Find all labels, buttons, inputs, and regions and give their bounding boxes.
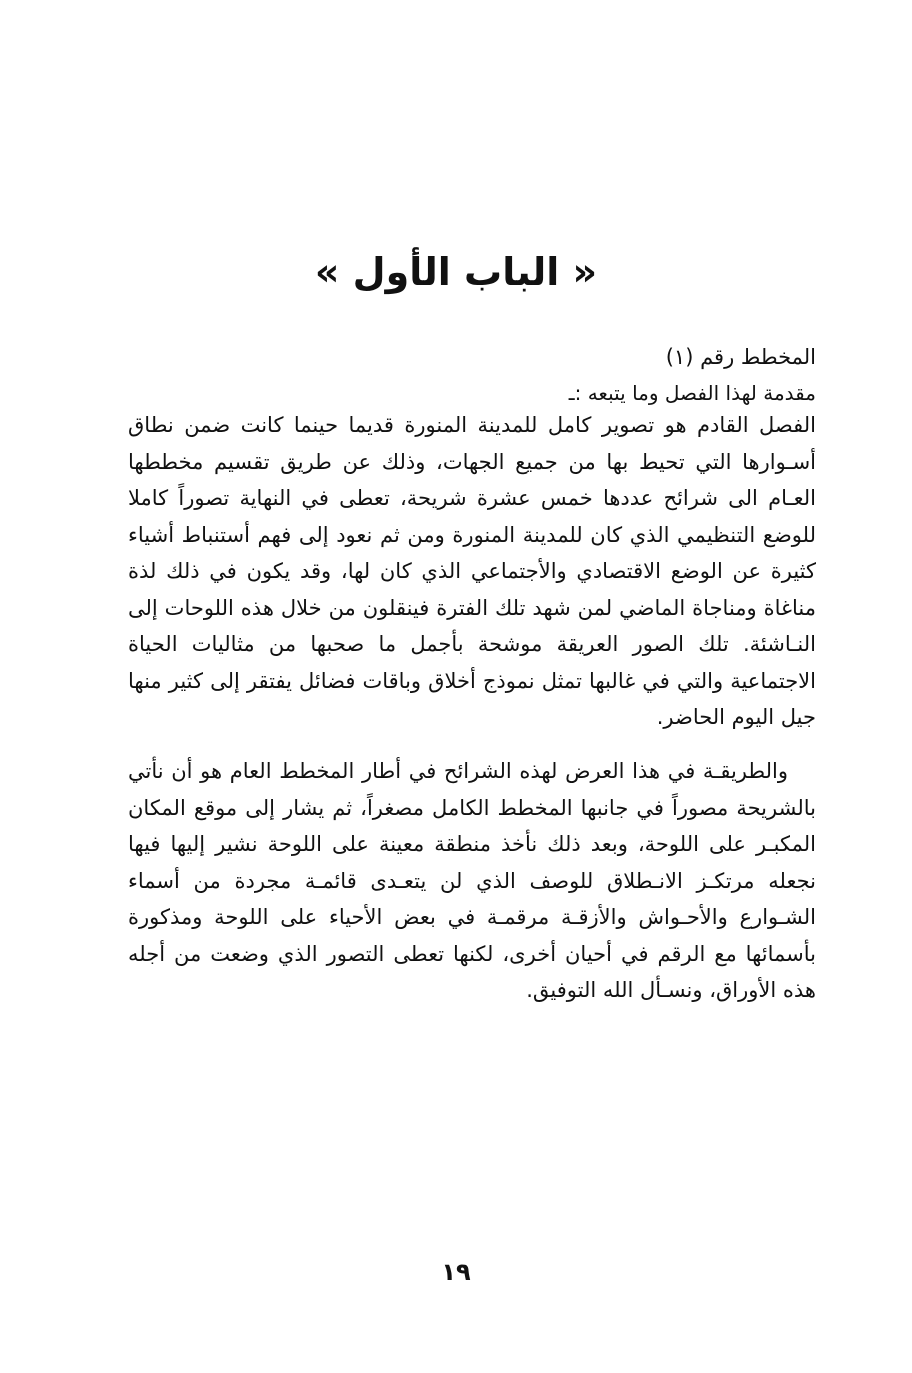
chapter-title: « الباب الأول »: [314, 250, 598, 294]
paragraph-1: الفصل القادم هو تصوير كامل للمدينة المنورة قديما حينما كانت ضمن نطاق أسـوارها التي تحيط بها من جميع الجهات، وذلك عن طريق تقسيم مخططها العـام الى شرائح عددها خمس عشرة شريحة، تعطى في النهاية تصوراً كاملا للوضع التنظيمي الذي كان للمدينة المنورة ومن ثم نعود إلى فهم أستنباط أشياء كثيرة عن الوضع الاقتصادي والأجتماعي الذي كان لها، وقد يكون في ذلك لذة مناغاة ومناجاة الماضي لمن شهد تلك الفترة فينقلون من خلال هذه اللوحات إلى النـاشئة. تلك الصور العريقة موشحة بأجمل ما صحبها من مثاليات الحياة الاجتماعية والتي في غالبها تمثل نموذج أخلاق وباقات فضائل يفتقر إلى كثير منها جيل اليوم الحاضر.: [128, 413, 816, 729]
page-number: ١٩: [441, 1258, 471, 1286]
diagram-label: المخطط رقم (١): [665, 345, 816, 369]
intro-label: مقدمة لهذا الفصل وما يتبعه :ـ: [568, 381, 816, 405]
paragraph-2: والطريقـة في هذا العرض لهذه الشرائح في أطار المخطط العام هو أن نأتي بالشريحة مصوراً في جانبها المخطط الكامل مصغراً، ثم يشار إلى موقع المكان المكبـر على اللوحة، وبعد ذلك نأخذ منطقة معينة على اللوحة نشير إليها فيها نجعله مرتكـز الانـطلاق للوصف الذي لن يتعـدى قائمـة مجردة من أسماء الشـوارع والأحـواش والأزقـة مرقمـة في بعض الأحياء على اللوحة ومذكورة بأسمائها مع الرقم في أحيان أخرى، لكنها تعطى التصور الذي وضعت من أجله هذه الأوراق، ونسـأل الله التوفيق.: [128, 759, 816, 1002]
